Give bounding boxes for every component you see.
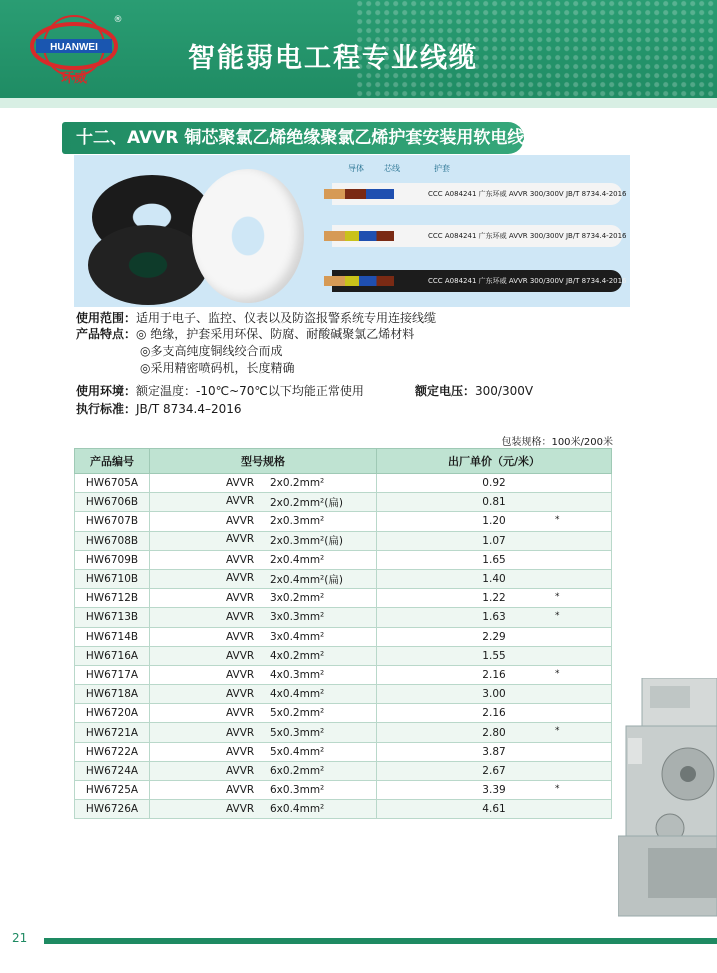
table-row — [75, 531, 612, 550]
svg-text:环威: 环威 — [60, 71, 88, 86]
usage-line: 使用范围：适用于电子、监控、仪表以及防盗报警系统专用连接线缆 — [76, 311, 437, 325]
table-row — [75, 608, 612, 627]
unit-price: 1.55 — [482, 649, 506, 662]
table-row — [75, 569, 612, 588]
table-row — [75, 761, 612, 780]
header-price: 出厂单价（元/米） — [377, 449, 612, 474]
spec-size: 3x0.3mm² — [270, 611, 325, 624]
unit-price-cell — [377, 569, 612, 588]
unit-price: 2.16 — [482, 707, 506, 720]
unit-price: 1.65 — [482, 553, 506, 566]
model-type: AVVR — [226, 803, 255, 816]
table-header-row — [75, 449, 612, 474]
spec-size: 2x0.4mm²(扁) — [270, 573, 343, 586]
table-row — [75, 723, 612, 742]
recommend-star: * — [555, 592, 560, 603]
unit-price-cell — [377, 627, 612, 646]
spec-size: 5x0.3mm² — [270, 726, 325, 739]
unit-price: 3.87 — [482, 745, 506, 758]
model-type: AVVR — [226, 611, 255, 624]
model-type: AVVR — [226, 764, 255, 777]
table-row — [75, 550, 612, 569]
recommend-star: * — [555, 784, 560, 794]
product-code: HW6721A — [75, 723, 150, 742]
header-stripe — [0, 98, 717, 108]
model-type: AVVR — [226, 571, 255, 584]
model-spec — [150, 665, 377, 684]
spec-size: 6x0.4mm² — [270, 803, 325, 816]
recommend-star: * — [555, 668, 560, 679]
spec-size: 2x0.3mm² — [270, 515, 325, 528]
table-row — [75, 665, 612, 684]
unit-price: 1.07 — [482, 534, 506, 547]
product-code: HW6725A — [75, 781, 150, 800]
unit-price-cell — [377, 704, 612, 723]
unit-price: 0.92 — [482, 477, 506, 490]
recommend-star: * — [555, 726, 560, 737]
table-row — [75, 474, 612, 493]
model-spec — [150, 589, 377, 608]
environment-line: 使用环境：额定温度：-10℃~70℃以下均能正常使用 — [76, 384, 364, 398]
unit-price-cell — [377, 646, 612, 665]
unit-price: 1.40 — [482, 573, 506, 586]
table-row — [75, 704, 612, 723]
model-type: AVVR — [226, 745, 255, 758]
unit-price-cell — [377, 685, 612, 704]
table-row — [75, 493, 612, 512]
spec-size: 6x0.3mm² — [270, 784, 325, 797]
model-type: AVVR — [226, 630, 255, 643]
product-code: HW6720A — [75, 704, 150, 723]
table-row — [75, 646, 612, 665]
header-spec: 型号规格 — [150, 449, 377, 474]
spec-size: 3x0.4mm² — [270, 630, 325, 643]
unit-price-cell — [377, 474, 612, 493]
two-core-cable: CCC A084241 广东环威 AVVR 300/300V JB/T 8734.4-2016 — [332, 183, 622, 205]
model-spec — [150, 550, 377, 569]
spec-size: 3x0.2mm² — [270, 592, 325, 605]
table-row — [75, 589, 612, 608]
unit-price-cell — [377, 550, 612, 569]
model-spec — [150, 493, 377, 512]
page-number: 21 — [12, 931, 28, 945]
product-code: HW6714B — [75, 627, 150, 646]
product-code: HW6718A — [75, 685, 150, 704]
recommend-star: * — [555, 611, 560, 622]
feature-3: ◎采用精密喷码机，长度精确 — [140, 361, 295, 375]
footer-bar — [44, 938, 717, 944]
model-type: AVVR — [226, 649, 255, 662]
model-spec — [150, 704, 377, 723]
four-core-cable: CCC A084241 广东环威 AVVR 300/300V JB/T 8734.4-2016 — [332, 270, 622, 292]
spec-size: 2x0.2mm² — [270, 477, 325, 490]
packaging-spec: 包装规格：100米/200米 — [501, 437, 613, 448]
svg-text:®: ® — [113, 15, 123, 25]
table-row — [75, 685, 612, 704]
model-spec — [150, 646, 377, 665]
spec-size: 6x0.2mm² — [270, 764, 325, 777]
unit-price-cell — [377, 800, 612, 819]
product-code: HW6717A — [75, 665, 150, 684]
label-conductor: 导体 — [348, 164, 364, 173]
product-code: HW6726A — [75, 800, 150, 819]
product-code: HW6716A — [75, 646, 150, 665]
model-spec — [150, 627, 377, 646]
features-line: 产品特点：◎ 绝缘，护套采用环保、防腐、耐酸碱聚氯乙烯材料 — [76, 327, 415, 341]
model-type: AVVR — [226, 688, 255, 701]
unit-price-cell — [377, 531, 612, 550]
header-code: 产品编号 — [75, 449, 150, 474]
model-spec — [150, 742, 377, 761]
unit-price: 3.00 — [482, 688, 506, 701]
black-cable-coil-bottom — [88, 225, 208, 305]
model-spec — [150, 800, 377, 819]
spec-size: 2x0.3mm²(扁) — [270, 535, 343, 548]
unit-price: 3.39 — [482, 784, 506, 797]
product-code: HW6724A — [75, 761, 150, 780]
table-row — [75, 800, 612, 819]
model-spec — [150, 474, 377, 493]
product-photo — [74, 155, 630, 307]
model-spec — [150, 761, 377, 780]
spec-size: 4x0.2mm² — [270, 649, 325, 662]
model-spec — [150, 531, 377, 550]
model-spec — [150, 685, 377, 704]
product-code: HW6713B — [75, 608, 150, 627]
model-type: AVVR — [226, 726, 255, 739]
unit-price-cell — [377, 608, 612, 627]
model-type: AVVR — [226, 533, 255, 546]
white-cable-coil — [192, 169, 304, 303]
recommend-star: * — [555, 515, 560, 526]
spec-size: 4x0.3mm² — [270, 668, 325, 681]
model-spec — [150, 781, 377, 800]
product-code: HW6708B — [75, 531, 150, 550]
unit-price-cell — [377, 742, 612, 761]
unit-price-cell — [377, 761, 612, 780]
model-type: AVVR — [226, 784, 255, 797]
voltage-line: 额定电压：300/300V — [415, 384, 534, 398]
unit-price: 2.67 — [482, 764, 506, 777]
model-spec — [150, 569, 377, 588]
header-title: 智能弱电工程专业线缆 — [188, 43, 478, 74]
unit-price-cell — [377, 589, 612, 608]
model-spec — [150, 608, 377, 627]
product-code: HW6710B — [75, 569, 150, 588]
price-table — [74, 448, 612, 819]
model-spec — [150, 723, 377, 742]
table-row — [75, 627, 612, 646]
product-code: HW6722A — [75, 742, 150, 761]
section-title: 十二、AVVR 铜芯聚氯乙烯绝缘聚氯乙烯护套安装用软电线 — [62, 122, 524, 154]
label-sheath: 护套 — [434, 164, 450, 173]
unit-price: 2.80 — [482, 726, 506, 739]
label-core: 芯线 — [384, 164, 400, 173]
model-type: AVVR — [226, 668, 255, 681]
table-row — [75, 512, 612, 531]
spec-size: 5x0.2mm² — [270, 707, 325, 720]
spec-size: 5x0.4mm² — [270, 745, 325, 758]
unit-price-cell — [377, 493, 612, 512]
cable-machine-image — [618, 678, 717, 923]
unit-price-cell — [377, 723, 612, 742]
page-header — [0, 0, 717, 108]
unit-price: 1.20 — [482, 515, 506, 528]
spec-size: 4x0.4mm² — [270, 688, 325, 701]
model-type: AVVR — [226, 707, 255, 720]
unit-price: 1.63 — [482, 611, 506, 624]
unit-price-cell — [377, 512, 612, 531]
product-code: HW6705A — [75, 474, 150, 493]
model-type: AVVR — [226, 494, 255, 507]
three-core-cable: CCC A084241 广东环威 AVVR 300/300V JB/T 8734.4-2016 — [332, 225, 622, 247]
spec-size: 2x0.2mm²(扁) — [270, 496, 343, 509]
unit-price: 0.81 — [482, 496, 506, 509]
product-code: HW6712B — [75, 589, 150, 608]
huanwei-logo — [28, 12, 124, 86]
unit-price-cell — [377, 665, 612, 684]
svg-text:HUANWEI: HUANWEI — [50, 42, 98, 53]
table-row — [75, 781, 612, 800]
standard-line: 执行标准：JB/T 8734.4–2016 — [76, 402, 242, 416]
product-code: HW6706B — [75, 493, 150, 512]
unit-price-cell — [377, 781, 612, 800]
table-row — [75, 742, 612, 761]
feature-2: ◎多支高纯度铜线绞合而成 — [140, 344, 283, 358]
product-code: HW6709B — [75, 550, 150, 569]
unit-price: 2.16 — [482, 668, 506, 681]
model-type: AVVR — [226, 477, 255, 490]
model-type: AVVR — [226, 515, 255, 528]
unit-price: 4.61 — [482, 803, 506, 816]
unit-price: 2.29 — [482, 630, 506, 643]
unit-price: 1.22 — [482, 592, 506, 605]
spec-size: 2x0.4mm² — [270, 553, 325, 566]
model-spec — [150, 512, 377, 531]
model-type: AVVR — [226, 553, 255, 566]
product-code: HW6707B — [75, 512, 150, 531]
model-type: AVVR — [226, 592, 255, 605]
